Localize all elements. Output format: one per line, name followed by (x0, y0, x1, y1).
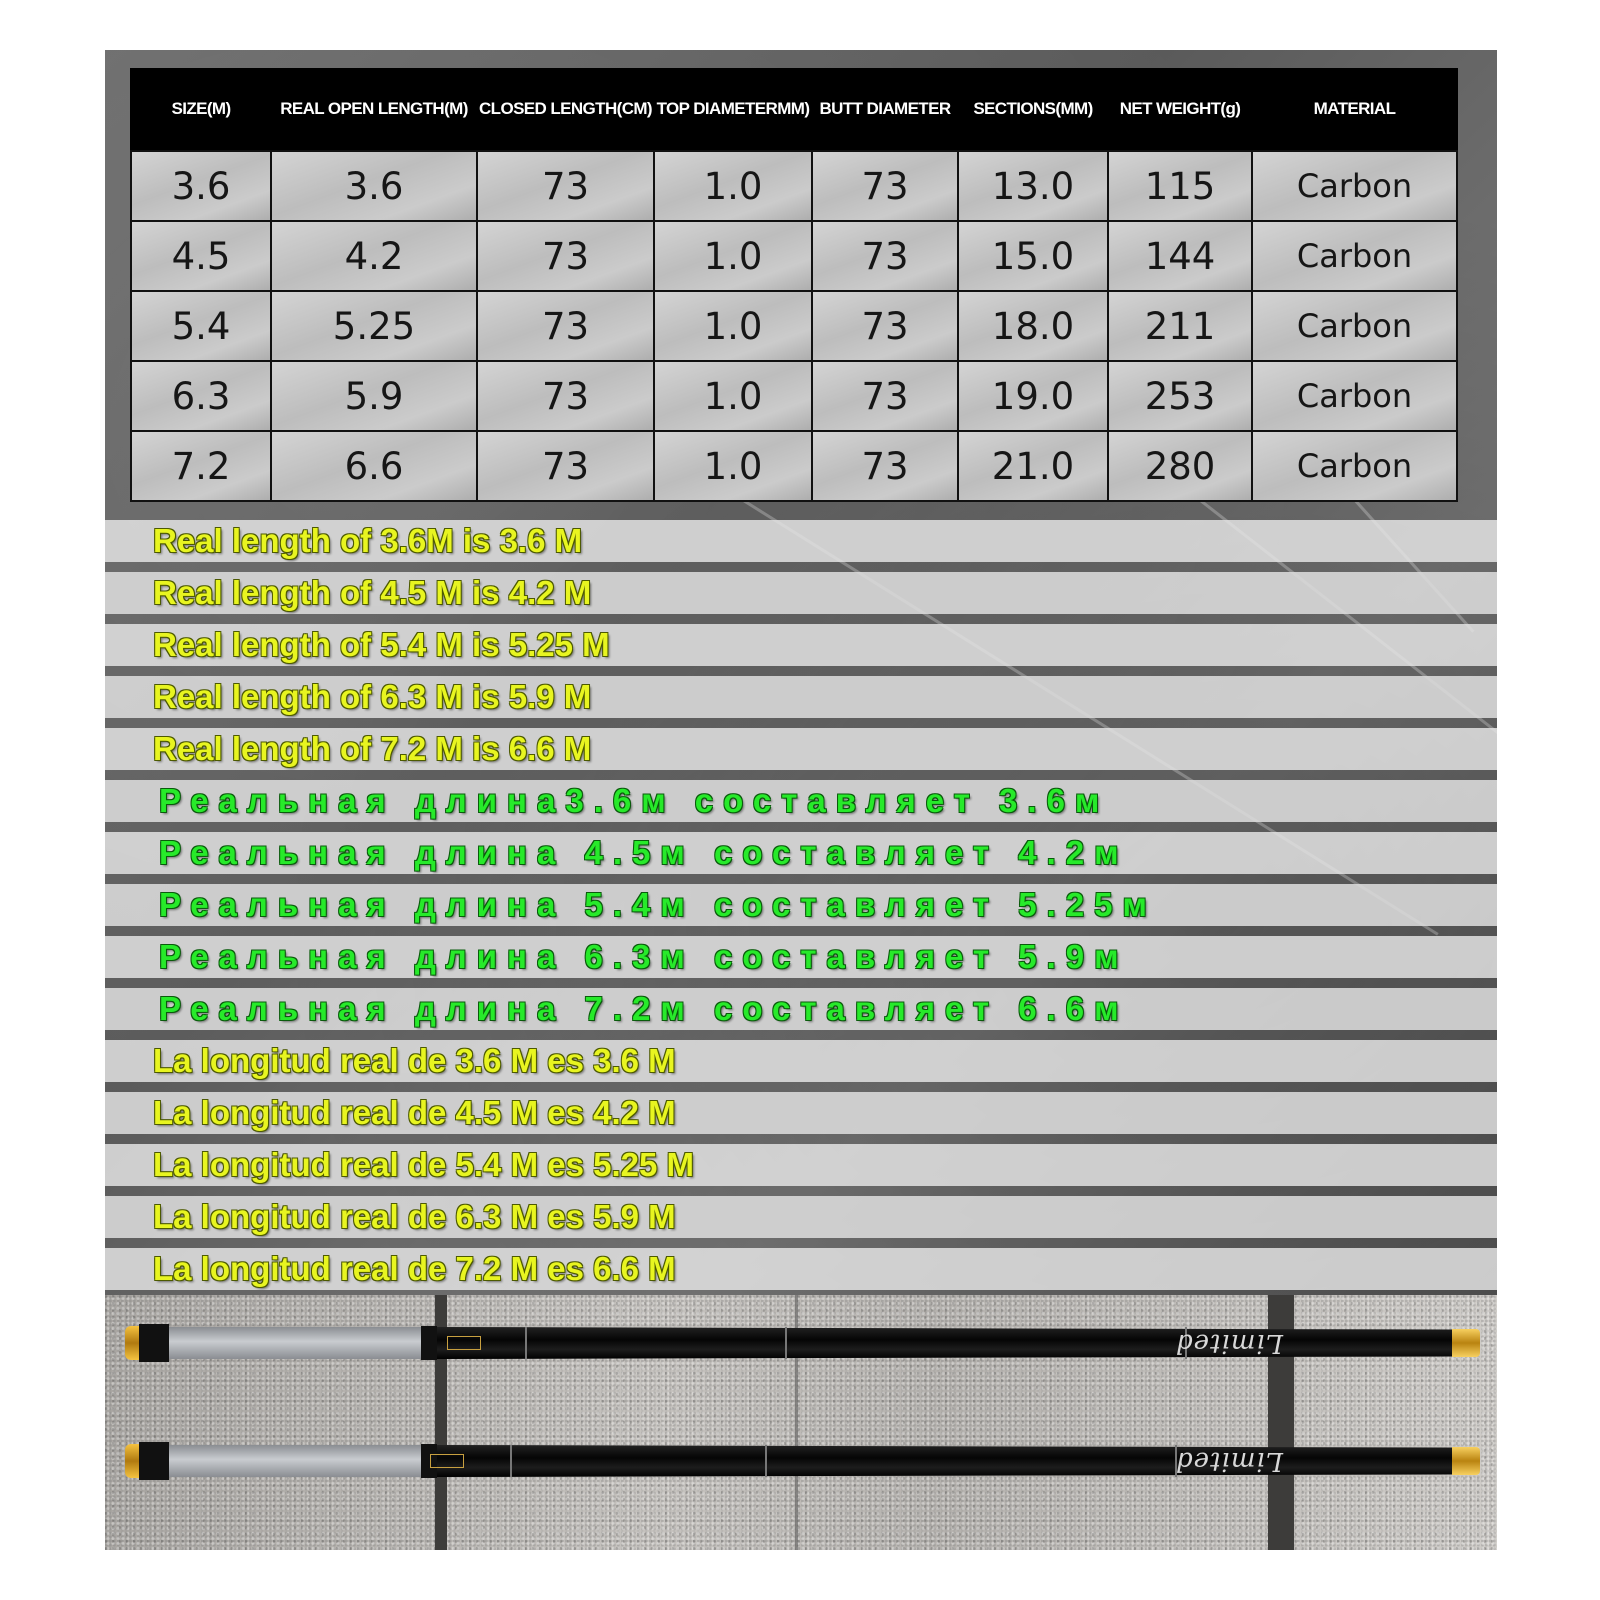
table-cell: Carbon (1252, 221, 1457, 291)
rod-brand-label: Limited (1175, 1446, 1284, 1476)
rod-joint (510, 1445, 512, 1477)
note-band (105, 780, 1497, 822)
table-cell: 144 (1108, 221, 1252, 291)
length-notes (105, 520, 1497, 1295)
spec-panel (105, 50, 1497, 1295)
rod-joint (785, 1327, 787, 1359)
table-cell: 5.4 (131, 291, 271, 361)
note-band (105, 1092, 1497, 1134)
table-row (131, 151, 1457, 221)
spec-table (130, 68, 1458, 502)
table-cell: 1.0 (654, 431, 812, 501)
table-cell: Carbon (1252, 151, 1457, 221)
table-cell: Carbon (1252, 291, 1457, 361)
table-cell: 19.0 (958, 361, 1108, 431)
table-cell: 4.5 (131, 221, 271, 291)
rod-butt-cap (125, 1326, 139, 1360)
table-cell: 5.9 (271, 361, 477, 431)
table-cell: 73 (812, 431, 958, 501)
note-band (105, 572, 1497, 614)
spanish-note: La longitud real de 4.5 M es 4.2 M (153, 1094, 676, 1131)
russian-note: Реальная длина 7.2м составляет 6.6м (159, 990, 1129, 1027)
spec-table-header (131, 68, 1457, 151)
table-cell: 73 (812, 151, 958, 221)
spec-table-body (131, 151, 1457, 501)
column-header: SECTIONS(MM) (958, 68, 1108, 151)
column-header: TOP DIAMETERMM) (654, 68, 812, 151)
rod-grip (169, 1445, 421, 1477)
column-header: REAL OPEN LENGTH(M) (271, 68, 477, 151)
table-cell: 73 (812, 291, 958, 361)
table-cell: 3.6 (131, 151, 271, 221)
rod-photo (105, 1295, 1497, 1550)
rod-badge (430, 1454, 464, 1468)
rod-joint (765, 1445, 767, 1477)
spanish-note: La longitud real de 6.3 M es 5.9 M (153, 1198, 676, 1235)
table-cell: 73 (477, 431, 654, 501)
table-cell: 6.6 (271, 431, 477, 501)
english-note: Real length of 5.4 M is 5.25 M (153, 626, 610, 663)
spanish-note: La longitud real de 5.4 M es 5.25 M (153, 1146, 694, 1183)
table-cell: Carbon (1252, 431, 1457, 501)
note-band (105, 832, 1497, 874)
table-cell: 73 (477, 291, 654, 361)
table-cell: 18.0 (958, 291, 1108, 361)
rod-butt-ring (139, 1442, 169, 1480)
table-cell: 1.0 (654, 221, 812, 291)
table-row (131, 361, 1457, 431)
spanish-note: La longitud real de 3.6 M es 3.6 M (153, 1042, 676, 1079)
table-cell: 1.0 (654, 151, 812, 221)
note-band (105, 988, 1497, 1030)
table-cell: 5.25 (271, 291, 477, 361)
table-cell: 1.0 (654, 291, 812, 361)
english-note: Real length of 4.5 M is 4.2 M (153, 574, 592, 611)
rod-brand-label: Limited (1175, 1328, 1284, 1358)
rod-tip-cap (1452, 1447, 1480, 1475)
note-band (105, 936, 1497, 978)
note-band (105, 1040, 1497, 1082)
note-band (105, 624, 1497, 666)
note-band (105, 520, 1497, 562)
note-band (105, 676, 1497, 718)
table-cell: 15.0 (958, 221, 1108, 291)
table-row (131, 221, 1457, 291)
english-note: Real length of 6.3 M is 5.9 M (153, 678, 592, 715)
rod-tip-cap (1452, 1329, 1480, 1357)
table-row (131, 291, 1457, 361)
table-row (131, 431, 1457, 501)
table-cell: 1.0 (654, 361, 812, 431)
rod-butt-cap (125, 1444, 139, 1478)
table-cell: 73 (477, 151, 654, 221)
column-header: NET WEIGHT(g) (1108, 68, 1252, 151)
table-cell: 7.2 (131, 431, 271, 501)
rod-grip-end (421, 1326, 437, 1360)
table-cell: 4.2 (271, 221, 477, 291)
table-cell: 21.0 (958, 431, 1108, 501)
fishing-rod (125, 1441, 1480, 1481)
note-band (105, 884, 1497, 926)
rod-badge (447, 1336, 481, 1350)
spanish-note: La longitud real de 7.2 M es 6.6 M (153, 1250, 676, 1287)
rod-joint (525, 1327, 527, 1359)
table-cell: 73 (477, 221, 654, 291)
table-cell: 73 (812, 221, 958, 291)
russian-note: Реальная длина 6.3м составляет 5.9м (159, 938, 1129, 975)
table-cell: 280 (1108, 431, 1252, 501)
english-note: Real length of 3.6M is 3.6 M (153, 522, 583, 559)
note-band (105, 1196, 1497, 1238)
column-header: SIZE(M) (131, 68, 271, 151)
column-header: CLOSED LENGTH(CM) (477, 68, 654, 151)
column-header: MATERIAL (1252, 68, 1457, 151)
english-note: Real length of 7.2 M is 6.6 M (153, 730, 592, 767)
table-cell: 13.0 (958, 151, 1108, 221)
table-cell: 115 (1108, 151, 1252, 221)
rod-blank (437, 1327, 1452, 1359)
column-header: BUTT DIAMETER (812, 68, 958, 151)
russian-note: Реальная длина 5.4м составляет 5.25м (159, 886, 1157, 923)
rod-blank (437, 1445, 1452, 1477)
table-cell: 211 (1108, 291, 1252, 361)
table-cell: 253 (1108, 361, 1252, 431)
fishing-rod (125, 1323, 1480, 1363)
rod-grip (169, 1327, 421, 1359)
russian-note: Реальная длина 4.5м составляет 4.2м (159, 834, 1129, 871)
table-cell: 3.6 (271, 151, 477, 221)
note-band (105, 1248, 1497, 1290)
note-band (105, 1144, 1497, 1186)
table-cell: Carbon (1252, 361, 1457, 431)
table-cell: 73 (812, 361, 958, 431)
note-band (105, 728, 1497, 770)
table-cell: 73 (477, 361, 654, 431)
rod-butt-ring (139, 1324, 169, 1362)
russian-note: Реальная длина3.6м составляет 3.6м (159, 782, 1110, 819)
table-cell: 6.3 (131, 361, 271, 431)
